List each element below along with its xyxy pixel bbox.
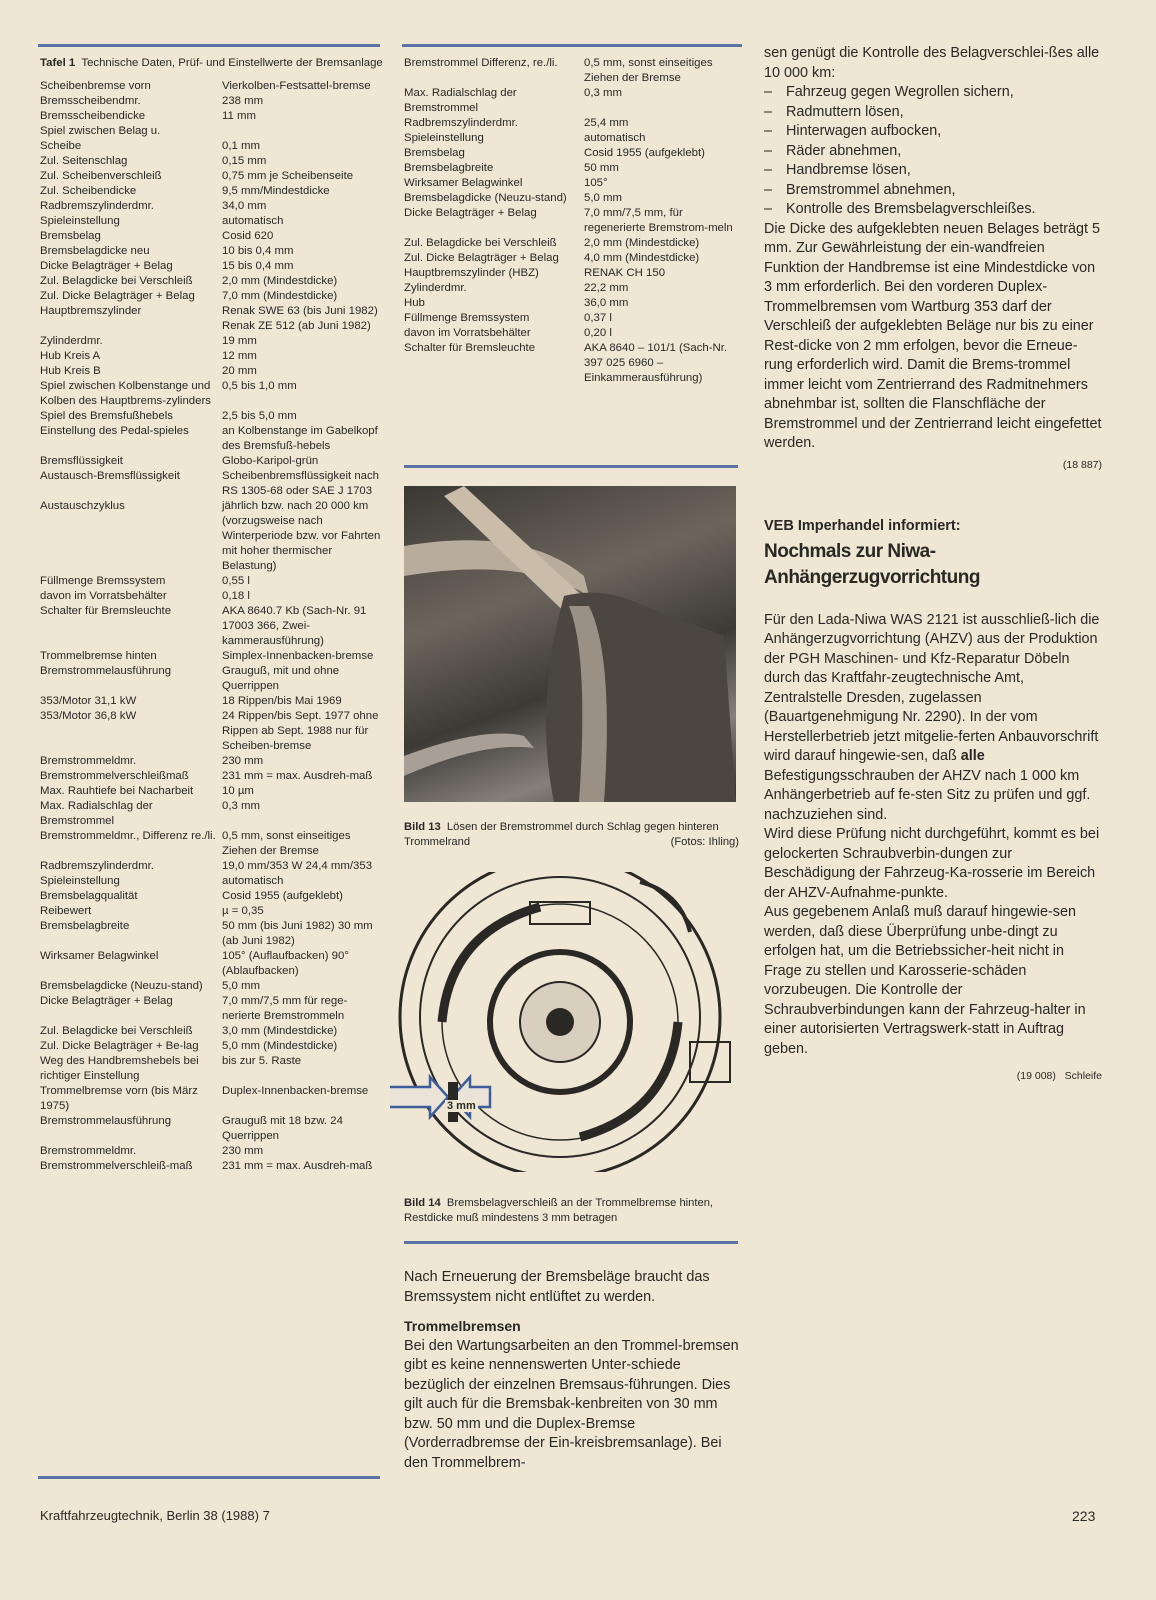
table-row-value: 7,0 mm/7,5 mm, für regenerierte Bremstrom-meln <box>584 207 733 234</box>
table-row-label: Bremsscheibendicke <box>40 110 146 122</box>
footer-journal: Kraftfahrzeugtechnik, Berlin 38 (1988) 7 <box>40 1508 270 1523</box>
table-row <box>40 154 385 169</box>
table-row-value: 0,18 l <box>222 590 250 602</box>
table-row <box>40 184 385 199</box>
table-row-value: Cosid 1955 (aufgeklebt) <box>222 890 343 902</box>
table-row <box>40 289 385 304</box>
paragraph-ahzv-text-b: Befestigungsschrauben der AHZV nach 1 000 km Anhängerbetrieb auf fe-sten Sitz zu prüfen und ggf. nachzuziehen sind. <box>764 767 1091 823</box>
table-row-value: 231 mm = max. Ausdreh-maß <box>222 770 373 782</box>
table-row <box>404 266 744 281</box>
table-row-value: 11 mm <box>222 110 256 122</box>
table-row-label: Zul. Dicke Belagträger + Belag <box>404 252 559 264</box>
table-row <box>40 589 385 604</box>
table-row-label: Bremsscheibendmr. <box>40 95 141 107</box>
table-row-value: 0,37 l <box>584 312 612 324</box>
table-row <box>40 1084 385 1114</box>
table-row-value: jährlich bzw. nach 20 000 km (vorzugsweise nach Winterperiode bzw. vor Fahrten mit hoher thermischer Belastung) <box>222 500 381 572</box>
diagram-drum-brake <box>390 872 740 1172</box>
table-row <box>40 859 385 874</box>
table-row-value: 230 mm <box>222 755 264 767</box>
table-row-value: 19 mm <box>222 335 257 347</box>
table-row <box>40 784 385 799</box>
table-row-label: Bremstrommel Differenz, re./li. <box>404 57 558 69</box>
table-row <box>40 994 385 1024</box>
table-row-label: Bremsbelagdicke neu <box>40 245 150 257</box>
table-row <box>404 236 744 251</box>
table-row-label: Zul. Seitenschlag <box>40 155 128 167</box>
check-step: – Handbremse lösen, <box>764 161 1102 181</box>
article-headline: Nochmals zur Niwa-Anhängerzugvorrichtung <box>764 540 980 588</box>
table-row-value: Renak SWE 63 (bis Juni 1982) Renak ZE 512 (ab Juni 1982) <box>222 305 378 332</box>
table-row-label: Reibewert <box>40 905 92 917</box>
table-row <box>40 754 385 769</box>
table-row <box>40 874 385 889</box>
table-row <box>404 296 744 311</box>
table-row-label: Austausch-Bremsflüssigkeit <box>40 470 180 482</box>
table-row <box>40 79 385 94</box>
table-row-value: Duplex-Innenbacken-bremse <box>222 1085 369 1097</box>
table-row-label: Zul. Scheibendicke <box>40 185 137 197</box>
table-row-value: AKA 8640 – 101/1 (Sach-Nr. 397 025 6960 – Einkammerausführung) <box>584 342 728 384</box>
table-row <box>404 326 744 341</box>
table-row-label: Scheibenbremse vorn <box>40 80 151 92</box>
table-row-label: Einstellung des Pedal-spieles <box>40 425 189 437</box>
table-row-label: Spiel zwischen Belag u. <box>40 125 161 137</box>
table-row <box>40 604 385 649</box>
check-step: – Räder abnehmen, <box>764 142 1102 162</box>
table-row-label: Max. Radialschlag der Bremstrommel <box>404 87 517 114</box>
table-row-value: an Kolbenstange im Gabelkopf des Bremsfuß-hebels <box>222 425 378 452</box>
table-row-value: Globo-Karipol-grün <box>222 455 319 467</box>
table-row <box>40 349 385 364</box>
table-row-value: 0,5 mm, sonst einseitiges Ziehen der Bremse <box>584 57 713 84</box>
fig13-label: Bild 13 <box>404 821 441 833</box>
table-row-label: Bremsbelagdicke (Neuzu-stand) <box>40 980 203 992</box>
table-row-label: Zul. Belagdicke bei Verschleiß <box>404 237 557 249</box>
table-row-label: Bremstrommelausführung <box>40 1115 172 1127</box>
table-row-label: Bremstrommelausführung <box>40 665 172 677</box>
table-row <box>40 139 385 154</box>
paragraph-drum-brakes: Bei den Wartungsarbeiten an den Trommel-bremsen gibt es keine nennenswerten Unter-schiede bezüglich der einzelnen Bremsaus-führungen. Dies gilt auch für die Bremsbak-kenbreiten von 30 mm bzw. 50 mm und die Duplex-Bremse (Vorderradbremse der Ein-kreisbremsanlage). Bei den Trommelbrem- <box>404 1337 739 1471</box>
paragraph-ahzv-bold: alle <box>960 748 985 764</box>
table-row-value: 0,3 mm <box>584 87 622 99</box>
table-row-value: 0,1 mm <box>222 140 260 152</box>
table-row-label: Trommelbremse hinten <box>40 650 157 662</box>
table-row <box>40 454 385 469</box>
top-rule-col1 <box>38 44 380 47</box>
table-row <box>40 664 385 694</box>
check-step: – Kontrolle des Bremsbelagverschleißes. <box>764 200 1102 220</box>
table-row-value: 105° <box>584 177 608 189</box>
heading-drum-brakes: Trommelbremsen <box>404 1318 521 1334</box>
fig14-text: Bremsbelagverschleiß an der Trommelbremse hinten, Restdicke muß mindestens 3 mm betragen <box>404 1197 714 1224</box>
table-row-label: Trommelbremse vorn (bis März 1975) <box>40 1085 198 1112</box>
table-row-value: 238 mm <box>222 95 264 107</box>
table-row-value <box>222 124 385 139</box>
table-row <box>40 1039 385 1054</box>
table-row <box>404 86 744 116</box>
table-row-value: 2,5 bis 5,0 mm <box>222 410 297 422</box>
table-row <box>404 131 744 146</box>
article-kicker: VEB Imperhandel informiert: <box>764 518 961 534</box>
table-rows-1 <box>40 79 385 1174</box>
table-column-2 <box>404 56 744 386</box>
table-row <box>40 304 385 334</box>
table-row-value: RENAK CH 150 <box>584 267 666 279</box>
article-author: Schleife <box>1064 1070 1102 1082</box>
table-row-label: Radbremszylinderdmr. <box>40 200 154 212</box>
table-row <box>40 1159 385 1174</box>
paragraph-intro: sen genügt die Kontrolle des Belagverschlei-ßes alle 10 000 km: <box>764 45 1100 81</box>
table-row <box>40 904 385 919</box>
rule-under-table2 <box>404 465 738 468</box>
table-row-value: automatisch <box>222 215 284 227</box>
table-row-value: automatisch <box>584 132 646 144</box>
table-row-label: Bremstrommelverschleiß-maß <box>40 1160 193 1172</box>
table-row-label: 353/Motor 36,8 kW <box>40 710 137 722</box>
table-row-value: 15 bis 0,4 mm <box>222 260 294 272</box>
table-row-value: Cosid 1955 (aufgeklebt) <box>584 147 705 159</box>
paragraph-lining-thickness: Die Dicke des aufgeklebten neuen Belages beträgt 5 mm. Zur Gewährleistung der ein-wandfreien Funktion der Handbremse ist eine Mindestdicke von 3 mm erforderlich. Bei den vorderen Duplex-Trommelbremsen vom Wartburg 353 darf der Verschleiß der aufgeklebten Beläge nur bis zu einer Rest-dicke von 2 mm erfolgen, bevor die Erneue-rung erforderlich wird. Damit die Brems-trommel immer leicht vom Zentrierrand des Radmitnehmers abnehmbar ist, sollten die Flanschfläche der Bremstrommel und der Zentrierrand leicht eingefettet werden. <box>764 220 1102 451</box>
table-rows-2 <box>404 56 744 386</box>
table-row-label: Bremsbelagqualität <box>40 890 138 902</box>
table-row-value: 24 Rippen/bis Sept. 1977 ohne Rippen ab Sept. 1988 nur für Scheiben-bremse <box>222 710 379 752</box>
table-row-value: 19,0 mm/353 W 24,4 mm/353 <box>222 860 373 872</box>
table-row-value: 0,75 mm je Scheibenseite <box>222 170 354 182</box>
table-row <box>40 124 385 139</box>
table-column-1 <box>40 56 385 1174</box>
table-row <box>404 161 744 176</box>
paragraph-ahzv-text-a: Für den Lada-Niwa WAS 2121 ist ausschließ-lich die Anhängerzugvorrichtung (AHZV) aus der Produktion der PGH Maschinen- und Kfz-Reparatur Döbeln durch das Kraftfahr-zeugtechnische Amt, Zentralstelle Dresden, zugelassen (Bauartgenehmigung Nr. 2290). In der vom Herstellerbetrieb jetzt mitgelie-ferten Anbauvorschrift wird darauf hingewie-sen, daß <box>764 611 1100 764</box>
table-caption-label: Tafel 1 <box>40 57 76 69</box>
table-row <box>40 1144 385 1159</box>
table-row-value: 0,5 mm, sonst einseitiges Ziehen der Bremse <box>222 830 351 857</box>
table-row-label: Füllmenge Bremssystem <box>404 312 530 324</box>
table-row-label: Zul. Dicke Belagträger + Be-lag <box>40 1040 199 1052</box>
table-row-label: Bremsbelagbreite <box>40 920 130 932</box>
table-row-label: Spieleinstellung <box>404 132 484 144</box>
table-row <box>40 769 385 784</box>
photo-brake-drum-hammer <box>404 486 736 802</box>
table-row <box>40 334 385 349</box>
table-row <box>404 146 744 161</box>
table-row <box>40 649 385 664</box>
table-row-value: 0,55 l <box>222 575 250 587</box>
table-row-label: Spiel zwischen Kolbenstange und Kolben des Hauptbrems-zylinders <box>40 380 211 407</box>
table-row-label: Spieleinstellung <box>40 875 120 887</box>
table-row <box>404 251 744 266</box>
reference-18887: (18 887) <box>1062 458 1102 471</box>
table-row-value: 231 mm = max. Ausdreh-maß <box>222 1160 373 1172</box>
table-row <box>404 281 744 296</box>
table-row-label: Spiel des Bremsfußhebels <box>40 410 173 422</box>
table-row <box>404 341 744 386</box>
table-row <box>40 229 385 244</box>
table-row-value: 20 mm <box>222 365 257 377</box>
table-row <box>40 424 385 454</box>
check-steps-list <box>764 83 1102 220</box>
table-row-label: davon im Vorratsbehälter <box>40 590 167 602</box>
table-row-label: 353/Motor 31,1 kW <box>40 695 137 707</box>
reference-19008 <box>764 1067 1102 1087</box>
table-row <box>404 311 744 326</box>
table-row-label: Bremsflüssigkeit <box>40 455 123 467</box>
table-row <box>404 56 744 86</box>
table-row-label: Zylinderdmr. <box>40 335 103 347</box>
table-row <box>40 799 385 829</box>
table-row-value: 0,15 mm <box>222 155 267 167</box>
table-row-value: 18 Rippen/bis Mai 1969 <box>222 695 342 707</box>
table-row-value: 105° (Auflaufbacken) 90° (Ablaufbacken) <box>222 950 349 977</box>
table-row-value: 230 mm <box>222 1145 264 1157</box>
table-row <box>40 709 385 754</box>
photo-illustration <box>404 486 736 802</box>
table-row-label: Hauptbremszylinder <box>40 305 142 317</box>
check-step: – Hinterwagen aufbocken, <box>764 122 1102 142</box>
table-row-label: Weg des Handbremshebels bei richtiger Einstellung <box>40 1055 199 1082</box>
table-row-label: Zul. Belagdicke bei Verschleiß <box>40 275 193 287</box>
table-row-label: Wirksamer Belagwinkel <box>404 177 523 189</box>
table-row-value: 3,0 mm (Mindestdicke) <box>222 1025 338 1037</box>
table-row-value: 2,0 mm (Mindestdicke) <box>584 237 700 249</box>
table-row <box>40 574 385 589</box>
table-row-label: Hub <box>404 297 425 309</box>
table-row <box>404 191 744 206</box>
table-row-value: 12 mm <box>222 350 257 362</box>
drum-brake-drawing <box>390 872 740 1172</box>
table-row-value: Cosid 620 <box>222 230 274 242</box>
table-row-value: 2,0 mm (Mindestdicke) <box>222 275 338 287</box>
table-row <box>40 889 385 904</box>
table-row <box>40 94 385 109</box>
measure-label: 3 mm <box>447 1100 476 1112</box>
table-row-value: 9,5 mm/Mindestdicke <box>222 185 330 197</box>
fig13-caption <box>404 820 739 850</box>
table-row <box>40 499 385 574</box>
table-row-label: Hub Kreis B <box>40 365 101 377</box>
table-row-label: Radbremszylinderdmr. <box>404 117 518 129</box>
table-row-value: 7,0 mm/7,5 mm für rege-nerierte Bremstrommeln <box>222 995 348 1022</box>
table-row-label: Wirksamer Belagwinkel <box>40 950 159 962</box>
fig14-caption <box>404 1196 739 1226</box>
paragraph-ahzv-approval <box>764 611 1102 826</box>
table-row-value: Grauguß, mit und ohne Querrippen <box>222 665 340 692</box>
table-row <box>40 364 385 379</box>
table-row-value: 5,0 mm (Mindestdicke) <box>222 1040 338 1052</box>
check-step: – Bremstrommel abnehmen, <box>764 181 1102 201</box>
table-row-label: Radbremszylinderdmr. <box>40 860 154 872</box>
table-caption <box>40 56 385 71</box>
table-row-label: Bremstrommeldmr., Differenz re./li. <box>40 830 216 842</box>
table-row-value: 50 mm (bis Juni 1982) 30 mm (ab Juni 1982) <box>222 920 373 947</box>
table-caption-text: Technische Daten, Prüf- und Einstellwerte der Bremsanlage <box>81 57 383 69</box>
table-row-label: Zul. Belagdicke bei Verschleiß <box>40 1025 193 1037</box>
table-row-value: 36,0 mm <box>584 297 629 309</box>
table-row-label: Füllmenge Bremssystem <box>40 575 166 587</box>
table-row-value: 5,0 mm <box>584 192 622 204</box>
table-row-label: Max. Rauhtiefe bei Nacharbeit <box>40 785 194 797</box>
fig14-label: Bild 14 <box>404 1197 441 1209</box>
table-row-label: Max. Radialschlag der Bremstrommel <box>40 800 153 827</box>
table-row-value: Simplex-Innenbacken-bremse <box>222 650 374 662</box>
table-row-label: Dicke Belagträger + Belag <box>404 207 537 219</box>
table-row-value: Grauguß mit 18 bzw. 24 Querrippen <box>222 1115 343 1142</box>
table-row-value: 0,5 bis 1,0 mm <box>222 380 297 392</box>
table-row-value: 50 mm <box>584 162 619 174</box>
table-row-value: bis zur 5. Raste <box>222 1055 302 1067</box>
table-row <box>40 1054 385 1084</box>
table-row-label: Zul. Dicke Belagträger + Belag <box>40 290 195 302</box>
table-row-label: Dicke Belagträger + Belag <box>40 260 173 272</box>
footer-page-number: 223 <box>1072 1508 1096 1524</box>
table-row-value: 0,20 l <box>584 327 612 339</box>
table-row-value: Vierkolben-Festsattel-bremse <box>222 80 371 92</box>
table-row <box>40 409 385 424</box>
table-row-value: µ = 0,35 <box>222 905 264 917</box>
bottom-rule-col1 <box>38 1476 380 1479</box>
table-row <box>404 206 744 236</box>
table-row-label: Bremsbelag <box>404 147 465 159</box>
paragraph-bleeding: Nach Erneuerung der Bremsbeläge braucht das Bremssystem nicht entlüftet zu werden. <box>404 1269 710 1305</box>
table-row <box>40 469 385 499</box>
check-step: – Fahrzeug gegen Wegrollen sichern, <box>764 83 1102 103</box>
reference-19008-code: (19 008) <box>1016 1070 1056 1082</box>
table-row <box>40 199 385 214</box>
table-row-label: Scheibe <box>40 140 82 152</box>
table-row <box>404 116 744 131</box>
table-row <box>40 244 385 259</box>
col2-body <box>404 1268 739 1473</box>
rule-under-fig14 <box>404 1241 738 1244</box>
col3-body <box>764 44 1102 1087</box>
table-row <box>40 259 385 274</box>
table-row <box>404 176 744 191</box>
table-row <box>40 169 385 184</box>
table-row-label: Dicke Belagträger + Belag <box>40 995 173 1007</box>
table-row-label: Bremsbelag <box>40 230 101 242</box>
table-row-value: AKA 8640.7 Kb (Sach-Nr. 91 17003 366, Zwei-kammerausführung) <box>222 605 367 647</box>
table-row-label: Bremstrommeldmr. <box>40 755 137 767</box>
table-row-label: Hub Kreis A <box>40 350 101 362</box>
table-row-label: davon im Vorratsbehälter <box>404 327 531 339</box>
table-row-label: Zylinderdmr. <box>404 282 467 294</box>
table-row-label: Zul. Scheibenverschleiß <box>40 170 162 182</box>
table-row <box>40 919 385 949</box>
table-row-value: 22,2 mm <box>584 282 629 294</box>
table-row <box>40 1114 385 1144</box>
fig13-text: Lösen der Bremstrommel durch Schlag gegen hinteren Trommelrand <box>404 821 719 848</box>
fig13-credit: (Fotos: Ihling) <box>670 836 739 848</box>
paragraph-ahzv-inspection: Aus gegebenem Anlaß muß darauf hingewie-sen werden, daß diese Überprüfung unbe-dingt zu erfolgen hat, um die Betriebssicher-heit nicht in Frage zu stellen und Karosserie-schäden vorzubeugen. Die Kontrolle der Schraubverbindungen kann der Fahrzeug-halter in einer autorisierten Vertragswerk-statt in Auftrag geben. <box>764 904 1086 1057</box>
table-row-label: Bremsbelagbreite <box>404 162 494 174</box>
table-row <box>40 949 385 979</box>
table-row-label: Schalter für Bremsleuchte <box>40 605 172 617</box>
table-row <box>40 214 385 229</box>
table-row <box>40 379 385 409</box>
table-row-value: Scheibenbremsflüssigkeit nach RS 1305-68 oder SAE J 1703 <box>222 470 380 497</box>
table-row-value: 25,4 mm <box>584 117 629 129</box>
table-row-value: 5,0 mm <box>222 980 260 992</box>
table-row-label: Hauptbremszylinder (HBZ) <box>404 267 539 279</box>
table-row-value: 7,0 mm (Mindestdicke) <box>222 290 338 302</box>
table-row-value: automatisch <box>222 875 284 887</box>
table-row-value: 0,3 mm <box>222 800 260 812</box>
table-row <box>40 109 385 124</box>
table-row <box>40 694 385 709</box>
table-row-value: 34,0 mm <box>222 200 267 212</box>
table-row-value: 4,0 mm (Mindestdicke) <box>584 252 700 264</box>
table-row <box>40 1024 385 1039</box>
check-step: – Radmuttern lösen, <box>764 103 1102 123</box>
table-row-label: Austauschzyklus <box>40 500 125 512</box>
table-row <box>40 274 385 289</box>
table-row-label: Spieleinstellung <box>40 215 120 227</box>
top-rule-col2 <box>402 44 742 47</box>
table-row-value: 10 µm <box>222 785 254 797</box>
table-row-value: 10 bis 0,4 mm <box>222 245 294 257</box>
table-row-label: Schalter für Bremsleuchte <box>404 342 536 354</box>
table-row-label: Bremstrommeldmr. <box>40 1145 137 1157</box>
table-row <box>40 829 385 859</box>
table-row-label: Bremsbelagdicke (Neuzu-stand) <box>404 192 567 204</box>
paragraph-ahzv-consequence: Wird diese Prüfung nicht durchgeführt, kommt es bei gelockerten Schraubverbin-dungen zur Beschädigung der Fahrzeug-Ka-rosserie im Bereich der AHZV-Aufnahme-punkte. <box>764 826 1100 901</box>
table-row <box>40 979 385 994</box>
table-row-label: Bremstrommelverschleißmaß <box>40 770 189 782</box>
